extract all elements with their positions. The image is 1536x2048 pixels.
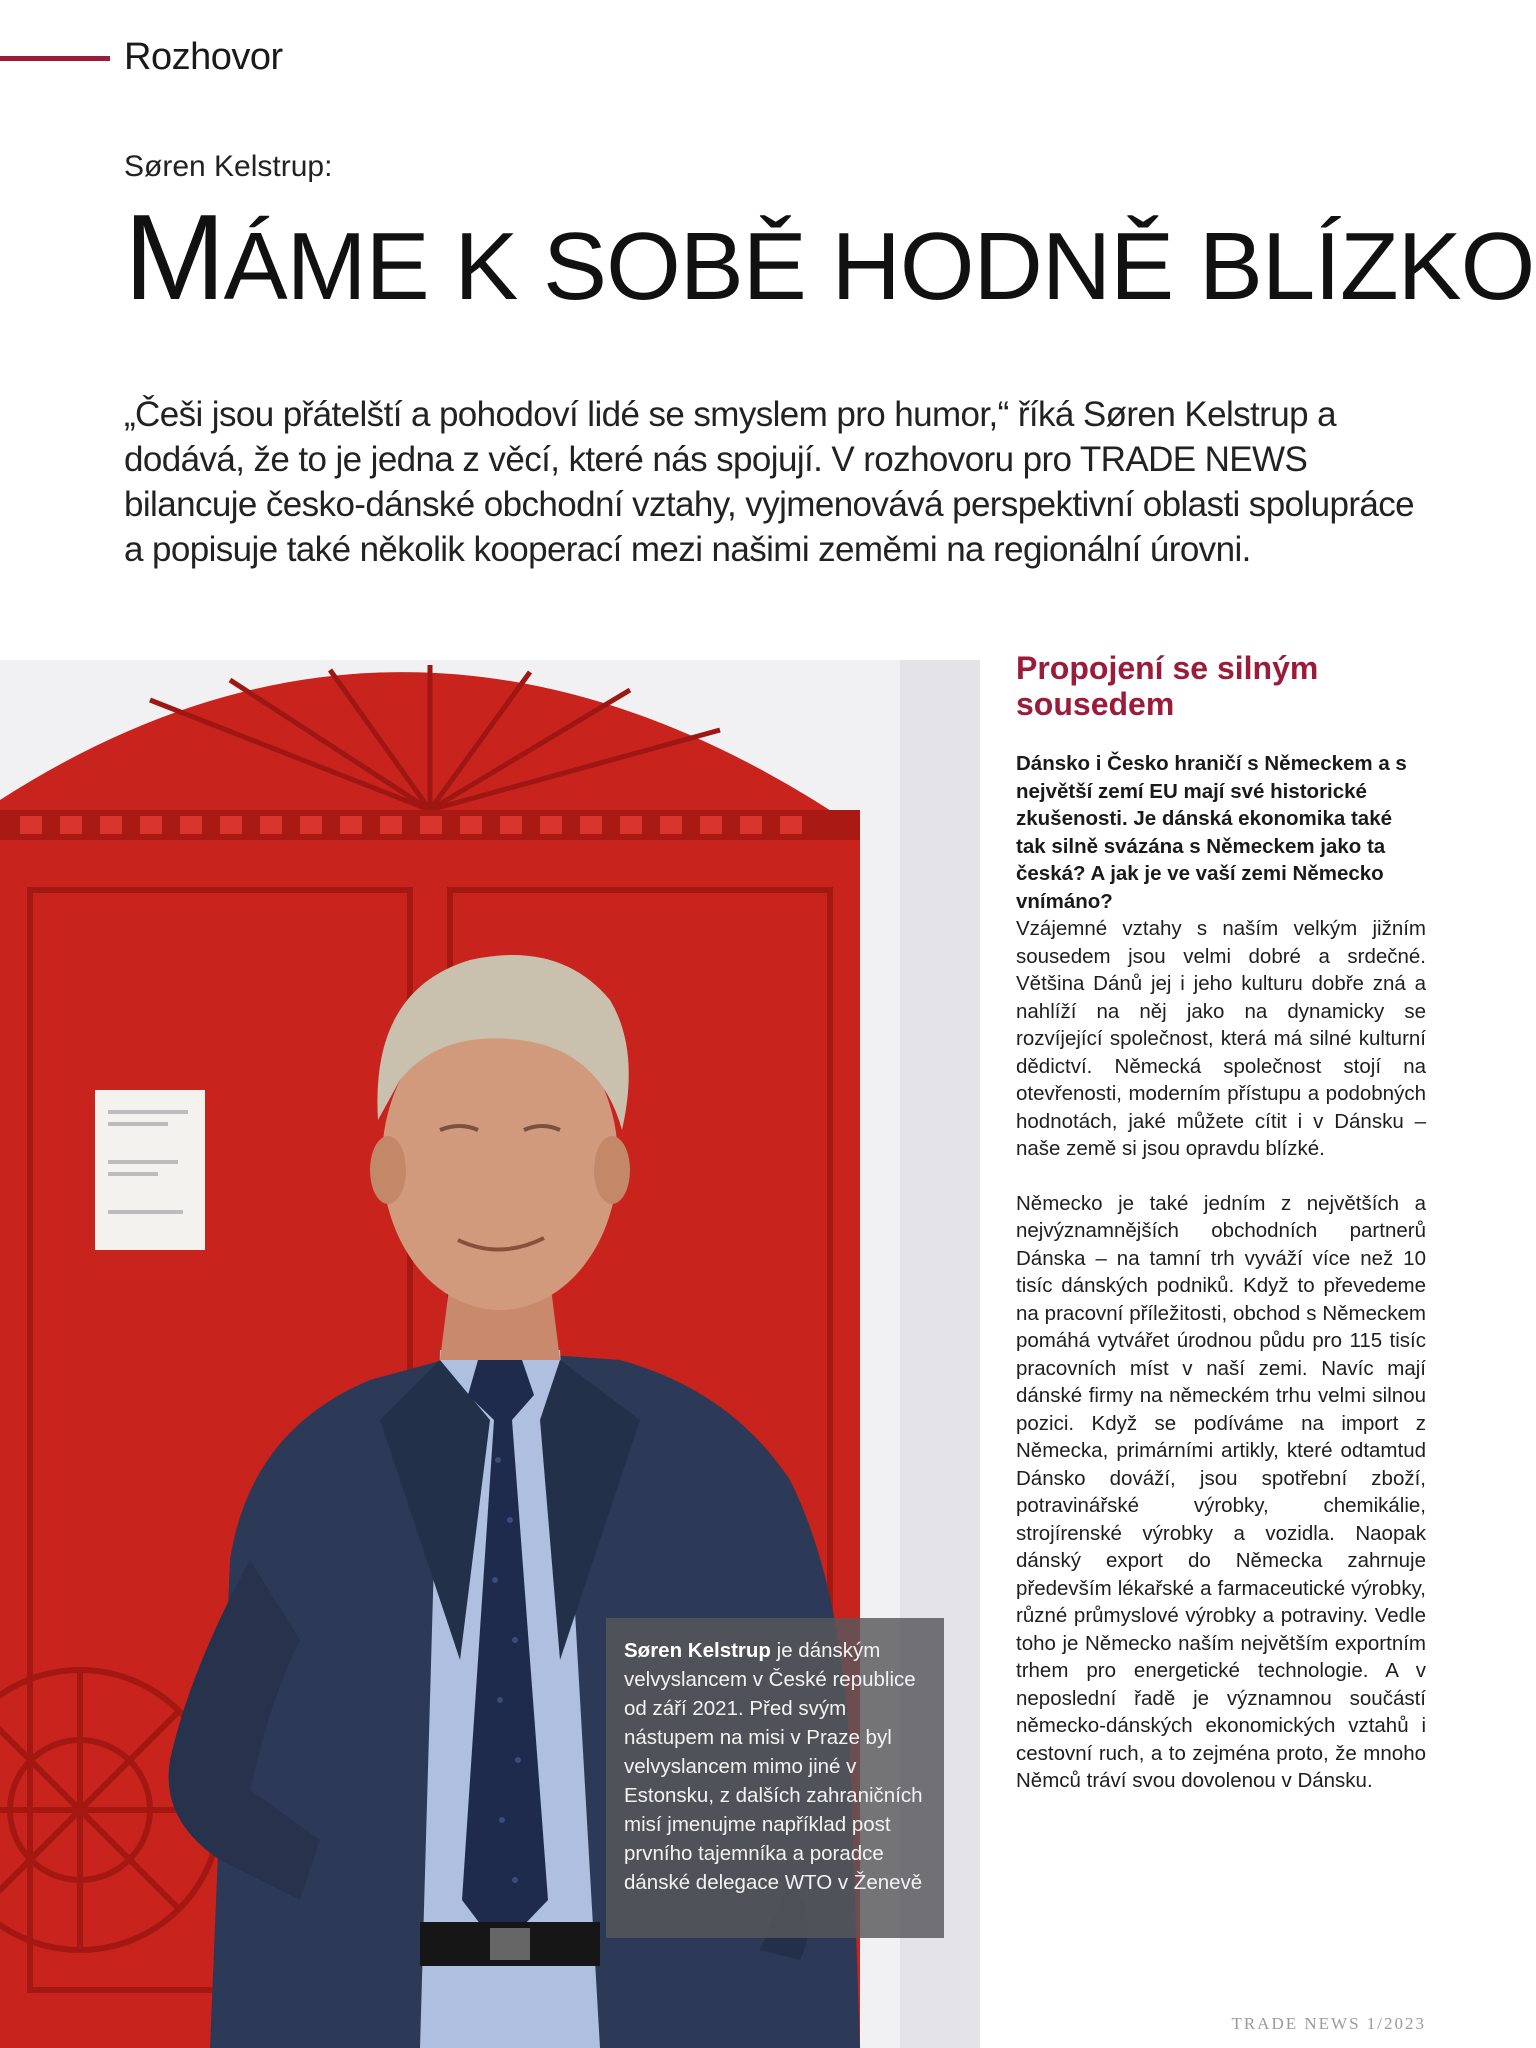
interview-question: Dánsko i Česko hraničí s Německem a s největší zemí EU mají své historické zkušenosti. Je dánská ekonomika také tak silně svázána s Německem jako ta česká? A jak je ve vaší zemi Německo vnímáno? [1016, 752, 1407, 913]
article-column [1016, 650, 1426, 1795]
section-label: Rozhovor [124, 36, 283, 78]
interview-answer-1: Vzájemné vztahy s naším velkým jižním sousedem jsou velmi dobré a srdečné. Většina Dánů jej i jeho kulturu dobře zná a nahlíží na něj jako na dynamicky se rozvíjející společnost, která má silné kulturní dědictví. Německá společnost stojí na otevřenosti, moderním přístupu a podobných hodnotách, jaké můžete cítit i v Dánsku – naše země si jsou opravdu blízké. [1016, 917, 1426, 1160]
article-lead: „Češi jsou přátelští a pohodoví lidé se smyslem pro humor,“ říká Søren Kelstrup a dodává, že to je jedna z věcí, které nás spojují. V rozhovoru pro TRADE NEWS bilancuje česko-dánské obchodní vztahy, vyjmenovává perspektivní oblasti spolupráce a popisuje také několik kooperací mezi našimi zeměmi na regionální úrovni. [124, 395, 1415, 569]
caption-text: je dánským velvyslancem v České republice od září 2021. Před svým nástupem na misi v Praze byl velvyslancem mimo jiné v Estonsku, z dalších zahraničních misí jmenujme například post prvního tajemníka a poradce dánské delegace WTO v Ženevě [624, 1639, 923, 1894]
photo-caption [606, 1618, 944, 1938]
footer-issue: TRADE NEWS 1/2023 [1231, 2014, 1426, 2033]
headline-initial: M [124, 189, 224, 325]
headline-rest: ÁME K SOBĚ HODNĚ BLÍZKO [223, 213, 1535, 320]
article-headline [124, 189, 1535, 325]
article-subhead: Propojení se silným sousedem [1016, 650, 1319, 722]
section-rule [0, 56, 110, 61]
caption-name: Søren Kelstrup [624, 1639, 771, 1662]
article-kicker: Søren Kelstrup: [124, 150, 333, 183]
interview-answer-2: Německo je také jedním z největších a nejvýznamnějších obchodních partnerů Dánska – na tamní trh vyváží více než 10 tisíc dánských podniků. Když to převedeme na pracovní příležitosti, obchod s Německem pomáhá vytvářet úrodnou půdu pro 115 tisíc pracovních míst v naší zemi. Navíc mají dánské firmy na německém trhu velmi silnou pozici. Když se podíváme na import z Německa, primárními artikly, které odtamtud Dánsko dováží, jsou spotřební zboží, potravinářské výrobky, chemikálie, strojírenské výrobky a vozidla. Naopak dánský export do Německa zahrnuje především lékařské a farmaceutické výrobky, různé průmyslové výrobky a potraviny. Vedle toho je Německo naším největším exportním trhem pro energetické technologie. A v neposlední řadě je významnou součástí německo-dánských ekonomických vztahů i cestovní ruch, a to zejména proto, že mnoho Němců tráví svou dovolenou v Dánsku. [1016, 1191, 1426, 1792]
